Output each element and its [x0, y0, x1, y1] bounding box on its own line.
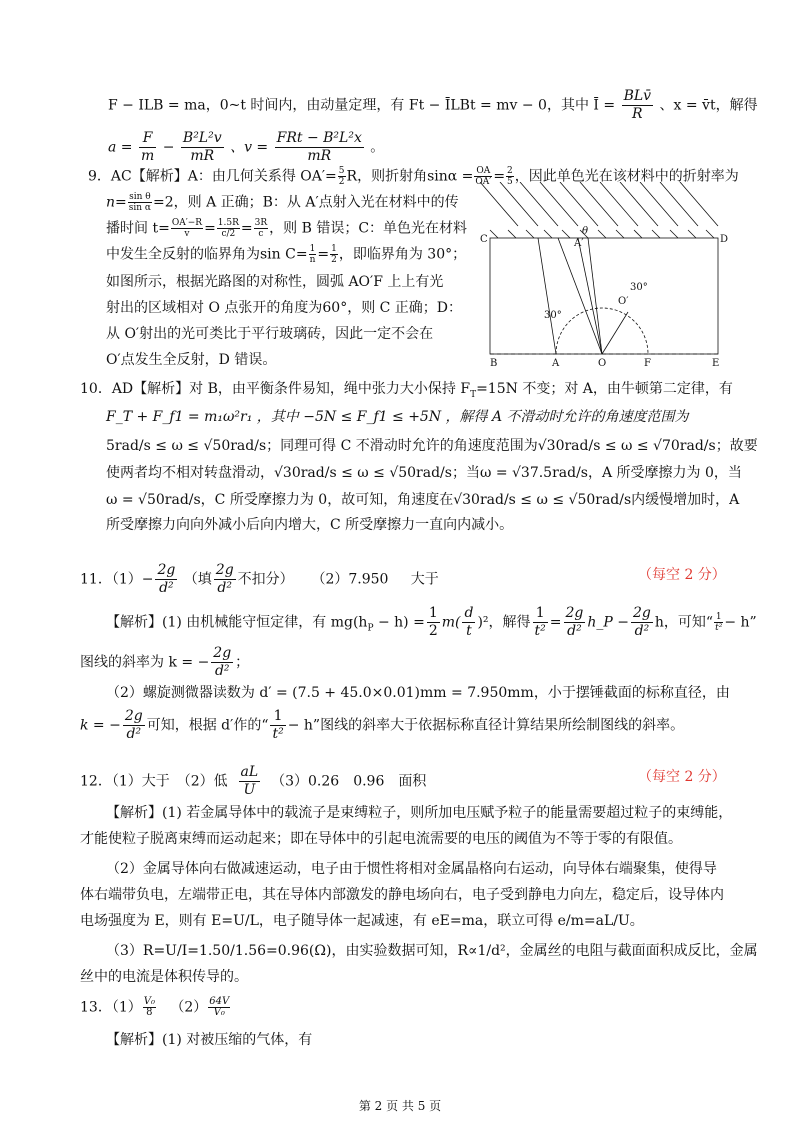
q9-line-8: O′点发生全反射，D 错误。 — [106, 352, 277, 368]
label-B: B — [490, 358, 498, 367]
label-F: F — [644, 358, 651, 367]
text: 、v = — [230, 139, 269, 156]
optics-diagram — [478, 182, 728, 367]
label-30-left: 30° — [544, 310, 562, 321]
fraction: $\frac{\text{BLv̄}}{R}$ — [623, 88, 652, 122]
eq-line-2 — [108, 130, 384, 165]
q12-answer-line: 12．（1）大于 （2）低 $\frac{aL}{U}$ （3）0.26 0.96 面积 — [80, 764, 427, 798]
fraction: $\frac{F}{m}$ — [140, 130, 155, 164]
q13-p1: 【解析】(1) 对被压缩的气体，有 — [106, 1032, 313, 1048]
q12-p1: 【解析】(1) 若金属导体中的载流子是束缚粒子，则所加电压赋予粒子的能量需要超过粒子的束缚能， — [106, 805, 733, 821]
q10-line-4: 使两者均不相对转盘滑动，√30rad/s ≤ ω ≤ √50rad/s；当ω = √37.5rad/s，A 所受摩擦力为 0，当 — [106, 465, 742, 481]
q9-line-2: n= $\frac{\text{sin θ}}{\text{sin α}}$ =2，则 A 正确；B：从 A′点射入光在材料中的传 — [106, 192, 459, 213]
label-A: A — [552, 358, 560, 367]
q9-line-1: 9．AC【解析】A：由几何关系得 OA′= $\frac{5}{2}$ R，则折射角sinα = $\frac{OA}{OA'}$ = $\frac{2}{5}$ ，因此单色光在该材料中的折射率为 — [88, 166, 739, 187]
q13-answer-line: 13．（1） $\frac{\text{V₀}}{8}$ （2） $\frac{64V}{\text{V₀}}$ — [80, 996, 230, 1018]
q10-line-1: 10．AD【解析】对 B，由平衡条件易知，绳中张力大小保持 $F_T=15N$ 不变；对 A，由牛顿第二定律，有 — [80, 381, 733, 400]
q9-line-7: 从 O′射出的光可类比于平行玻璃砖，因此一定不会在 — [106, 326, 434, 342]
label-A-prime: A′ — [574, 238, 584, 249]
label-D: D — [720, 234, 728, 245]
label-C: C — [480, 234, 488, 245]
label-30-top: 30° — [630, 282, 648, 293]
text: − — [162, 139, 175, 156]
q10-line-6: 所受摩擦力向向外减小后向内增大，C 所受摩擦力一直向内减小。 — [106, 517, 514, 533]
q11-score: （每空 2 分） — [638, 567, 726, 583]
fraction: $\frac{\text{B²L²v}}{mR}$ — [182, 130, 222, 164]
q10-line-3: 5rad/s ≤ ω ≤ √50rad/s；同理可得 C 不滑动时允许的角速度范围为√30rad/s ≤ ω ≤ √70rad/s；故要 — [106, 438, 758, 454]
q12-p7: 丝中的电流是体积传导的。 — [80, 969, 248, 985]
q9-line-3: 播时间 t= $\frac{OA'-R}{v}$ = $\frac{1.5R}{c/2}$ = $\frac{3R}{c}$ ，则 B 错误；C：单色光在材料 — [106, 218, 468, 239]
q12-p4: 体右端带负电，左端带正电，其在导体内部激发的静电场向右，电子受到静电力向左，稳定后，设导体内 — [80, 887, 724, 903]
text: F − ILB = ma，0~t 时间内，由动量定理，有 Ft − ĪLBt = mv − 0，其中 Ī = — [108, 97, 616, 114]
page-footer: 第 2 页 共 5 页 — [358, 1099, 442, 1113]
q11-analysis-2: 图线的斜率为 k = − $\frac{2g}{\text{d²}}$ ； — [80, 645, 250, 679]
label-O-prime: O′ — [618, 296, 629, 307]
label-theta: θ — [582, 226, 589, 237]
text: 、x = v̄t，解得 — [659, 97, 758, 114]
eq-line-1 — [108, 88, 758, 123]
q12-p3: （2）金属导体向右做减速运动，电子由于惯性将相对金属晶格向右运动，向导体右端聚集，使得导 — [106, 861, 717, 877]
q10-line-2: F_T + F_f1 = m₁ω²r₁ ，其中 −5N ≤ F_f1 ≤ +5N ，解得 A 不滑动时允许的角速度范围为 — [106, 409, 689, 425]
q11-analysis-4: k = − $\frac{2g}{\text{d²}}$ 可知，根据 d′作的“ $\frac{1}{\text{t²}}$ − h”图线的斜率大于依据标称直径计算结果所绘制图线的斜率。 — [80, 708, 685, 742]
fraction: $\frac{\text{FRt − B²L²x}}{mR}$ — [276, 130, 362, 164]
q10-line-5: ω = √50rad/s，C 所受摩擦力为 0，故可知，角速度在√30rad/s ≤ ω ≤ √50rad/s内缓慢增加时，A — [106, 492, 740, 508]
q9-line-4: 中发生全反射的临界角为sin C= $\frac{1}{n}$ = $\frac{1}{2}$ ，即临界角为 30°； — [106, 244, 467, 265]
q9-line-5: 如图所示，根据光路图的对称性，圆弧 AO′F 上上有光 — [106, 274, 444, 290]
q12-score: （每空 2 分） — [638, 769, 726, 785]
label-E: E — [712, 358, 720, 367]
q9-line-6: 射出的区域相对 O 点张开的角度为60°，则 C 正确；D： — [106, 300, 463, 316]
label-O: O — [598, 358, 607, 367]
text: 。 — [370, 139, 385, 156]
text: a = — [108, 139, 133, 156]
q12-p5: 电场强度为 E，则有 E=U/L，电子随导体一起减速，有 eE=ma，联立可得 e/m=aL/U。 — [80, 913, 644, 929]
q12-p6: （3）R=U/I=1.50/1.56=0.96(Ω)，由实验数据可知，R∝1/d²，金属丝的电阻与截面面积成反比，金属 — [106, 943, 758, 959]
q11-answer-line: 11．（1）− $\frac{2g}{\text{d²}}$ （填 $\frac{2g}{\text{d²}}$ 不扣分） （2）7.950 大于 — [80, 562, 439, 596]
q12-p2: 才能使粒子脱离束缚而运动起来；即在导体中的引起电流需要的电压的阈值为不等于零的有限值。 — [80, 831, 682, 847]
q11-analysis-1: 【解析】(1) 由机械能守恒定律，有 $mg(h_P - h)$ = $\frac{1}{2}$ m( $\frac{d}{t}$ )²，解得 $\frac{1}{\text{t²}}$ = $\frac{2g}{\text{d²}}$ h_P − $\frac{2g}{\text{d²}}$ h，可知“ $\frac{1}{\text{t²}}$ − h” — [106, 605, 757, 639]
q11-analysis-3: （2）螺旋测微器读数为 d′ = (7.5 + 45.0×0.01)mm = 7.950mm，小于摆锤截面的标称直径，由 — [106, 685, 730, 701]
